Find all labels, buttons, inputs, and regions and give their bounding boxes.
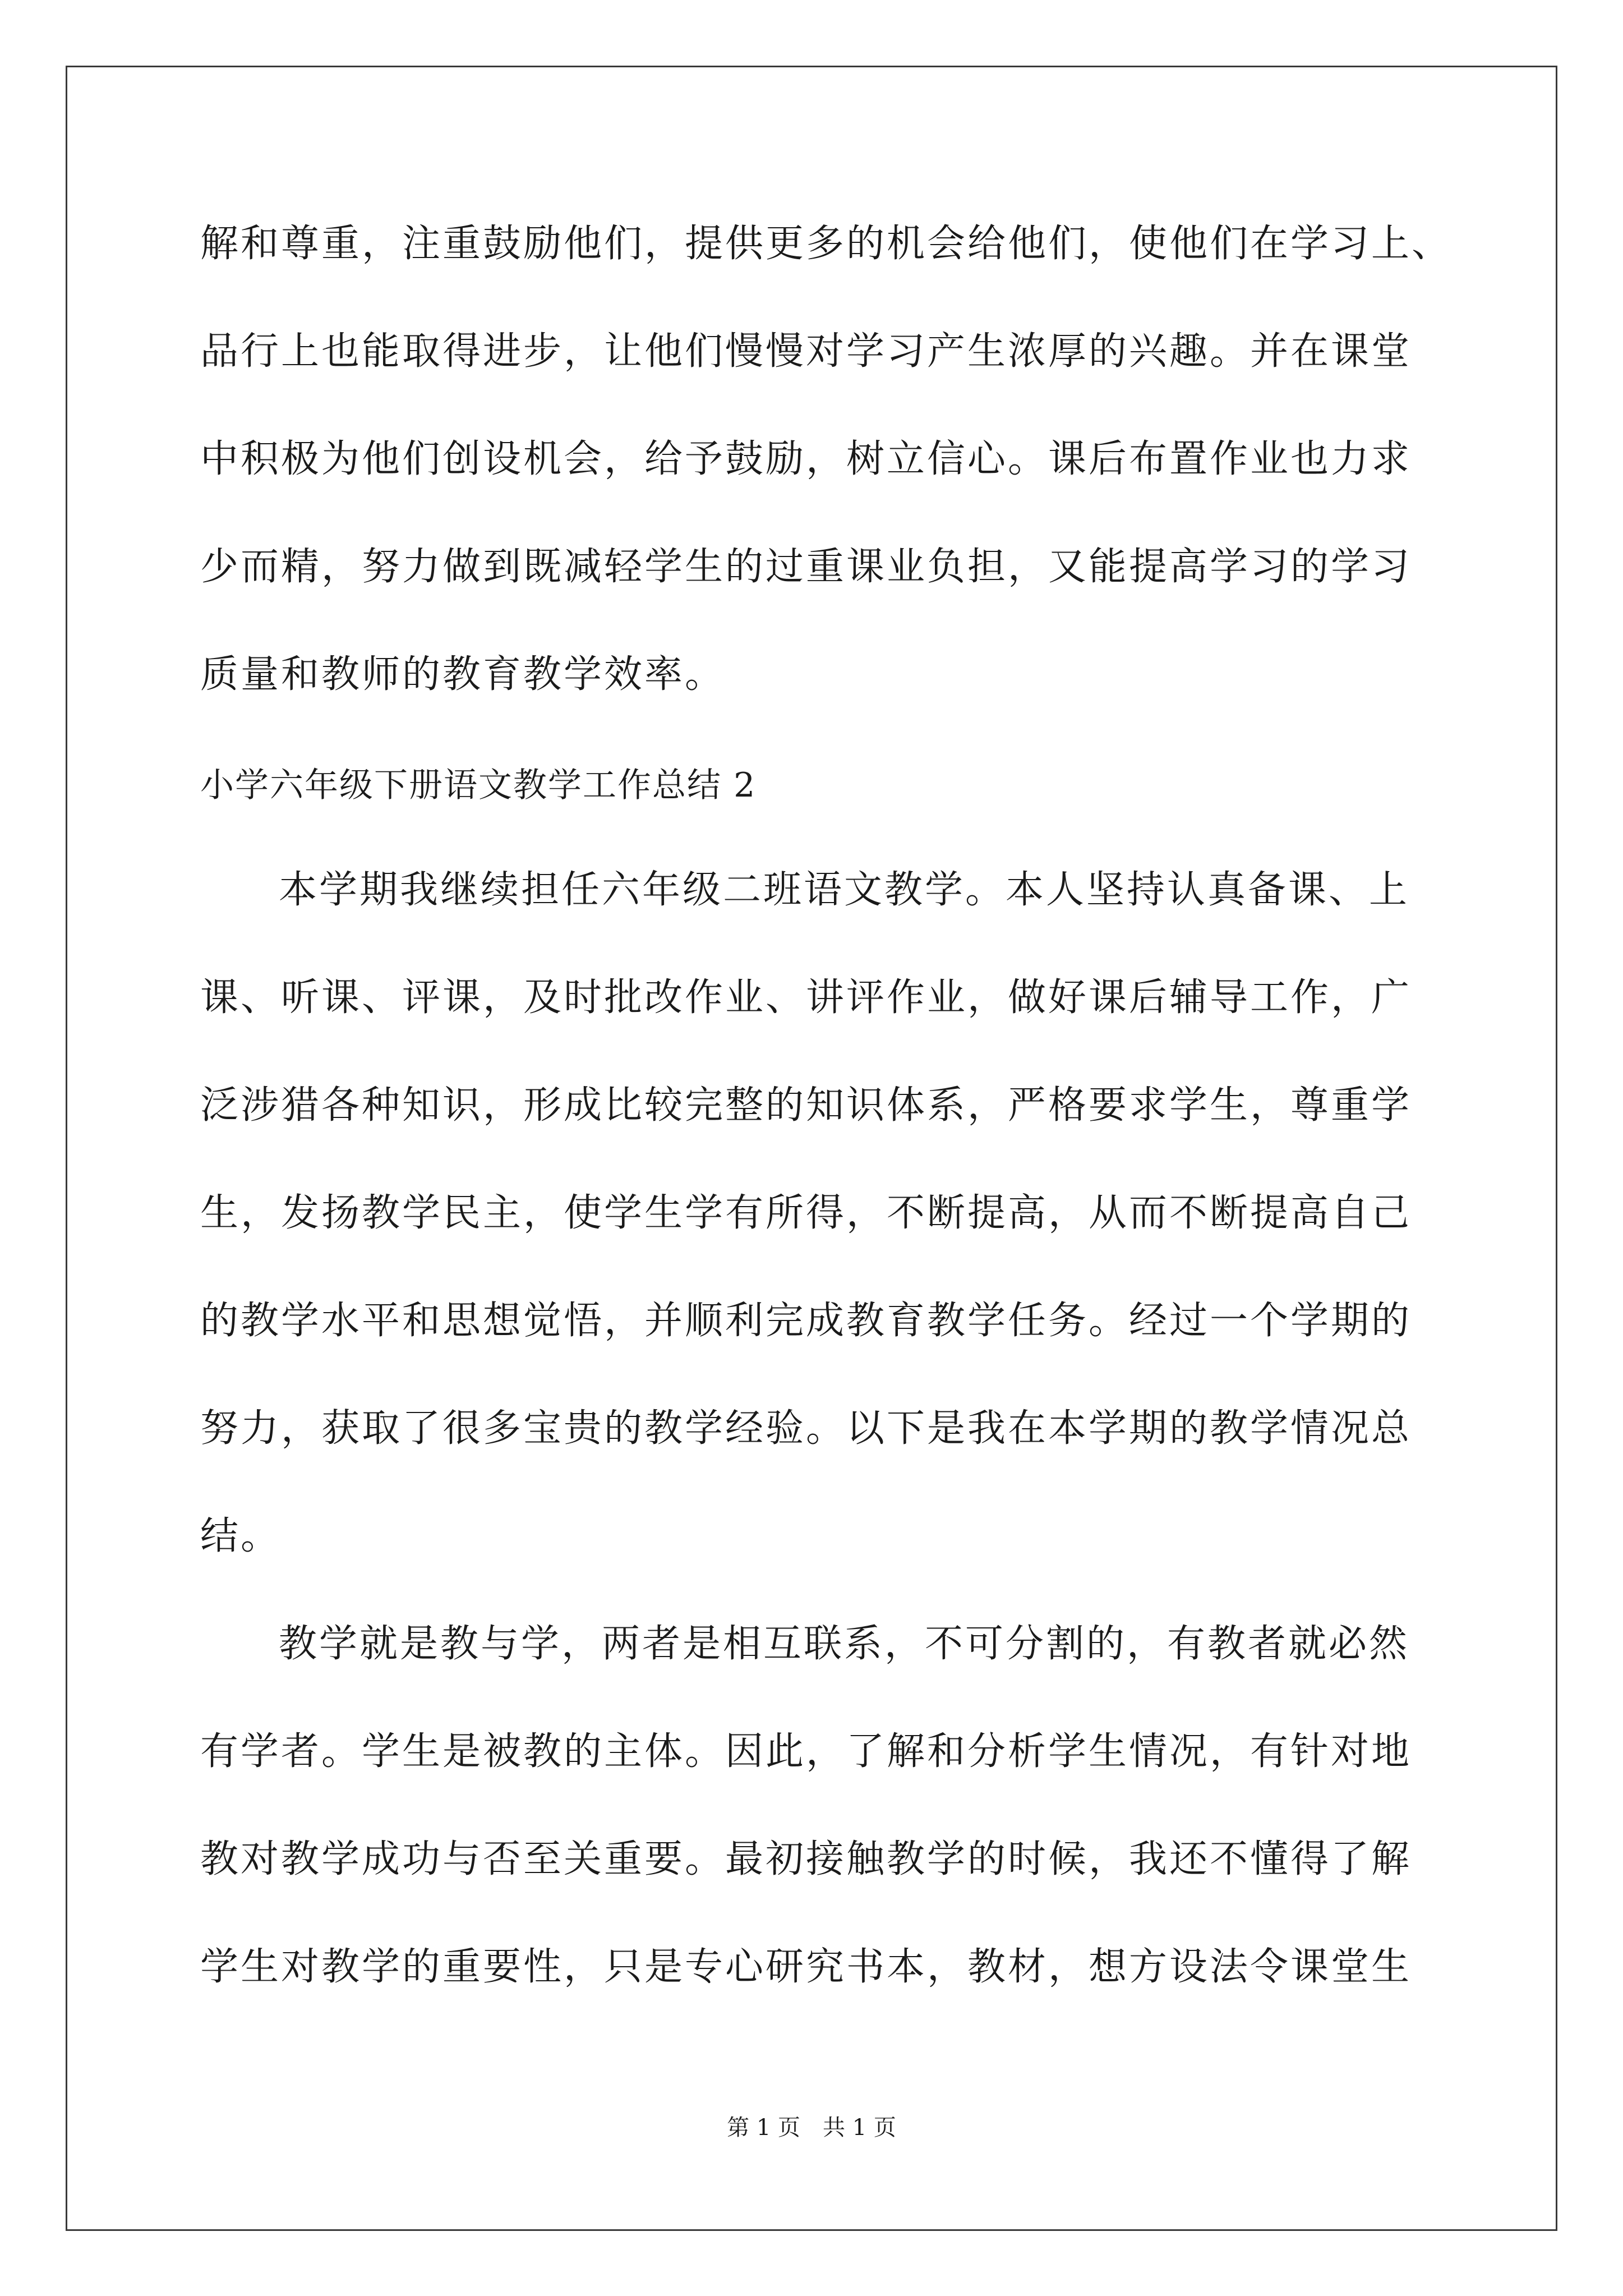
paragraph-line: 结。 [200, 1514, 282, 1558]
page-number: 第 1 页 [727, 2115, 800, 2141]
section-heading: 小学六年级下册语文教学工作总结 2 [200, 766, 757, 805]
paragraph-line: 努力，获取了很多宝贵的教学经验。以下是我在本学期的教学情况总 [200, 1406, 1412, 1451]
paragraph-line: 泛涉猎各种知识，形成比较完整的知识体系，严格要求学生，尊重学 [200, 1083, 1412, 1128]
paragraph-line: 学生对教学的重要性，只是专心研究书本，教材，想方设法令课堂生 [200, 1945, 1412, 1989]
page-footer [0, 2114, 1623, 2142]
paragraph-line: 本学期我继续担任六年级二班语文教学。本人坚持认真备课、上 [279, 868, 1410, 912]
paragraph-line: 教对教学成功与否至关重要。最初接触教学的时候，我还不懂得了解 [200, 1837, 1412, 1881]
body-line: 中积极为他们创设机会，给予鼓励，树立信心。课后布置作业也力求 [200, 437, 1412, 481]
body-line: 少而精，努力做到既减轻学生的过重课业负担，又能提高学习的学习 [200, 545, 1412, 589]
page-total: 共 1 页 [823, 2115, 896, 2141]
paragraph-line: 教学就是教与学，两者是相互联系，不可分割的，有教者就必然 [279, 1622, 1410, 1666]
paragraph-line: 有学者。学生是被教的主体。因此，了解和分析学生情况，有针对地 [200, 1729, 1412, 1774]
body-line: 品行上也能取得进步，让他们慢慢对学习产生浓厚的兴趣。并在课堂 [200, 329, 1412, 374]
paragraph-line: 生，发扬教学民主，使学生学有所得，不断提高，从而不断提高自己 [200, 1191, 1412, 1235]
page-border [66, 66, 1557, 2231]
paragraph-line: 的教学水平和思想觉悟，并顺利完成教育教学任务。经过一个学期的 [200, 1299, 1412, 1343]
paragraph-line: 课、听课、评课，及时批改作业、讲评作业，做好课后辅导工作，广 [200, 976, 1412, 1020]
body-line: 质量和教师的教育教学效率。 [200, 652, 726, 697]
body-line: 解和尊重，注重鼓励他们，提供更多的机会给他们，使他们在学习上、 [200, 222, 1453, 266]
